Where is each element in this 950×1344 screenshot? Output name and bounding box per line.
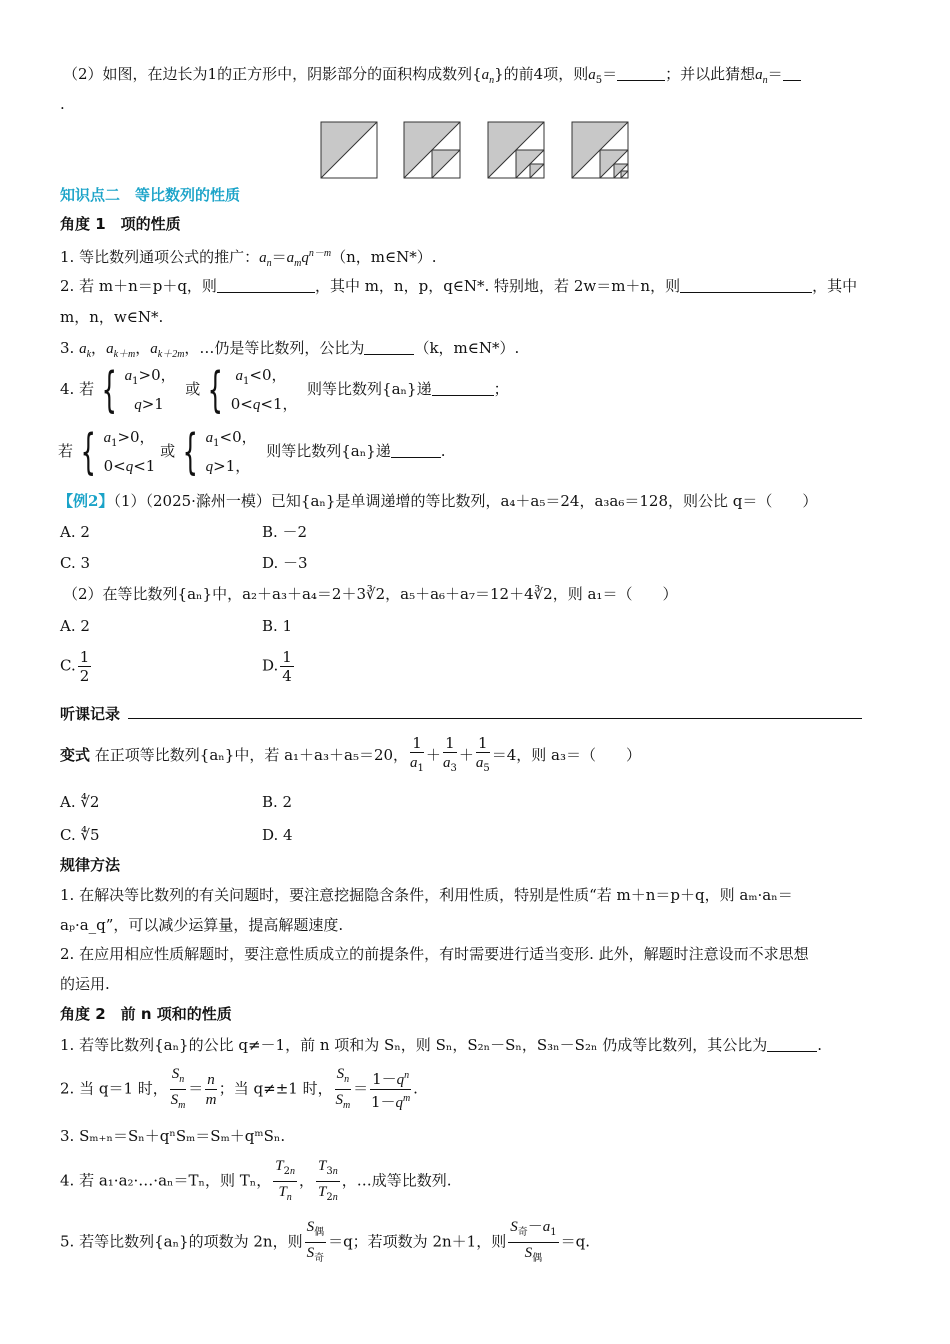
sum-property-3: 3. Sₘ₊ₙ＝Sₙ＋qⁿSₘ＝Sₘ＋qᵐSₙ.: [60, 1127, 286, 1145]
property-1: 1. 等比数列通项公式的推广：$a_n=a_mq^{n-m}(n$，m∈N*）.: [60, 248, 437, 269]
option-c[interactable]: C. ∜5: [60, 826, 100, 844]
sum-property-5: 5. 若等比数列{aₙ}的项数为 2n，则 $\frac{S_偶}{S_奇}$ ＝q；若项数为 2n＋1，则 $\frac{S_奇-a_1}{S_偶}$ ＝q.: [60, 1217, 590, 1264]
option-a[interactable]: A. 2: [60, 523, 90, 541]
question-2-line: （2）如图，在边长为1的正方形中，阴影部分的面积构成数列$\{a_n\}$的前4项，则$a_5=$ ；并以此猜想$a_n=$: [63, 64, 801, 91]
notes-line[interactable]: [128, 718, 862, 719]
answer-blank[interactable]: [617, 66, 665, 81]
answer-blank[interactable]: [217, 278, 315, 293]
example-2-q1: 【例2】（1）（2025·滁州一模）已知{aₙ}是单调递增的等比数列，a₄＋a₅＝24，a₃a₆＝128，则公比 q＝（ ）: [58, 492, 818, 510]
option-a[interactable]: A. 2: [60, 617, 90, 635]
example-label: 【例2】: [58, 492, 114, 510]
option-b[interactable]: B. －2: [262, 523, 308, 541]
property-4: 4. 若 { $a_1>0$， q>1 或 { $a_1<0$， 0<q<1， 则等比数列{aₙ}递 ；: [60, 362, 509, 418]
option-d[interactable]: D. $\frac{1}{4}$: [262, 648, 292, 685]
variant-question: 变式 在正项等比数列{aₙ}中，若 a₁＋a₃＋a₅＝20， $\frac{1}{a_1}$ ＋ $\frac{1}{a_3}$ ＋ $\frac{1}{a_5}$ ＝4，则 a₃＝（ ）: [60, 734, 641, 774]
property-3: 3. $a_k$，$a_{k+m}$，$a_{k+2m}$，…仍是等比数列，公比为 （k，m∈N*）.: [60, 339, 520, 360]
example-2-q2: （2）在等比数列{aₙ}中，a₂＋a₃＋a₄＝2＋3∛2，a₅＋a₆＋a₇＝12＋4∛2，则 a₁＝（ ）: [63, 585, 678, 603]
option-a[interactable]: A. ∜2: [60, 793, 100, 811]
option-b[interactable]: B. 1: [262, 617, 293, 635]
method-1: 1. 在解决等比数列的有关问题时，要注意挖掘隐含条件，利用性质，特别是性质“若 m＋n＝p＋q，则 aₘ·aₙ＝: [60, 886, 793, 904]
section-title: 知识点二 等比数列的性质: [60, 186, 241, 204]
answer-blank[interactable]: [783, 66, 801, 81]
angle-1-title: 角度 1 项的性质: [60, 215, 181, 233]
option-c[interactable]: C. 3: [60, 554, 91, 572]
option-d[interactable]: D. 4: [262, 826, 293, 844]
answer-blank[interactable]: [767, 1037, 817, 1052]
answer-blank[interactable]: [391, 443, 441, 458]
angle-2-title: 角度 2 前 n 项和的性质: [60, 1005, 232, 1023]
sum-property-4: 4. 若 a₁·a₂·…·aₙ＝Tₙ，则 Tₙ， $\frac{T_{2n}}{T_n}$ ， $\frac{T_{3n}}{T_{2n}}$ ，…成等比数列.: [60, 1158, 452, 1203]
sum-property-1: 1. 若等比数列{aₙ}的公比 q≠－1，前 n 项和为 Sₙ，则 Sₙ，S₂ₙ－Sₙ，S₃ₙ－S₂ₙ 仍成等比数列，其公比为 .: [60, 1036, 822, 1054]
figure-1: [321, 122, 377, 178]
property-2: 2. 若 m＋n＝p＋q，则 ，其中 m，n，p，q∈N*. 特别地，若 2w＝m＋n，则 ，其中: [60, 277, 858, 295]
answer-blank[interactable]: [364, 340, 414, 355]
property-2-line2: m，n，w∈N*.: [60, 308, 164, 326]
figure-4: [572, 122, 628, 178]
methods-title: 规律方法: [60, 856, 121, 874]
sum-property-2: 2. 当 q＝1 时， $\frac{S_n}{S_m}$ ＝ $\frac{n}{m}$ ；当 q≠±1 时， $\frac{S_n}{S_m}$ ＝ $\frac{1-q^n}{1-q^m}$ .: [60, 1066, 418, 1111]
figure-3: [488, 122, 544, 178]
answer-blank[interactable]: [680, 278, 812, 293]
figure-2: [404, 122, 460, 178]
answer-blank[interactable]: [432, 381, 494, 396]
option-c[interactable]: C. $\frac{1}{2}$: [60, 648, 90, 685]
method-1-cont: aₚ·a_q”，可以减少运算量，提高解题速度.: [60, 916, 344, 934]
notes-label: 听课记录: [60, 705, 121, 723]
question-2-period: .: [60, 95, 65, 113]
option-b[interactable]: B. 2: [262, 793, 293, 811]
option-d[interactable]: D. －3: [262, 554, 308, 572]
method-2-cont: 的运用.: [60, 975, 110, 993]
method-2: 2. 在应用相应性质解题时，要注意性质成立的前提条件，有时需要进行适当变形. 此外，解题时注意设而不求思想: [60, 945, 809, 963]
property-5: 若 { $a_1>0$， 0<q<1 或 { $a_1<0$， q>1， 则等比数列{aₙ}递 .: [58, 424, 446, 480]
square-figures: [320, 121, 632, 181]
